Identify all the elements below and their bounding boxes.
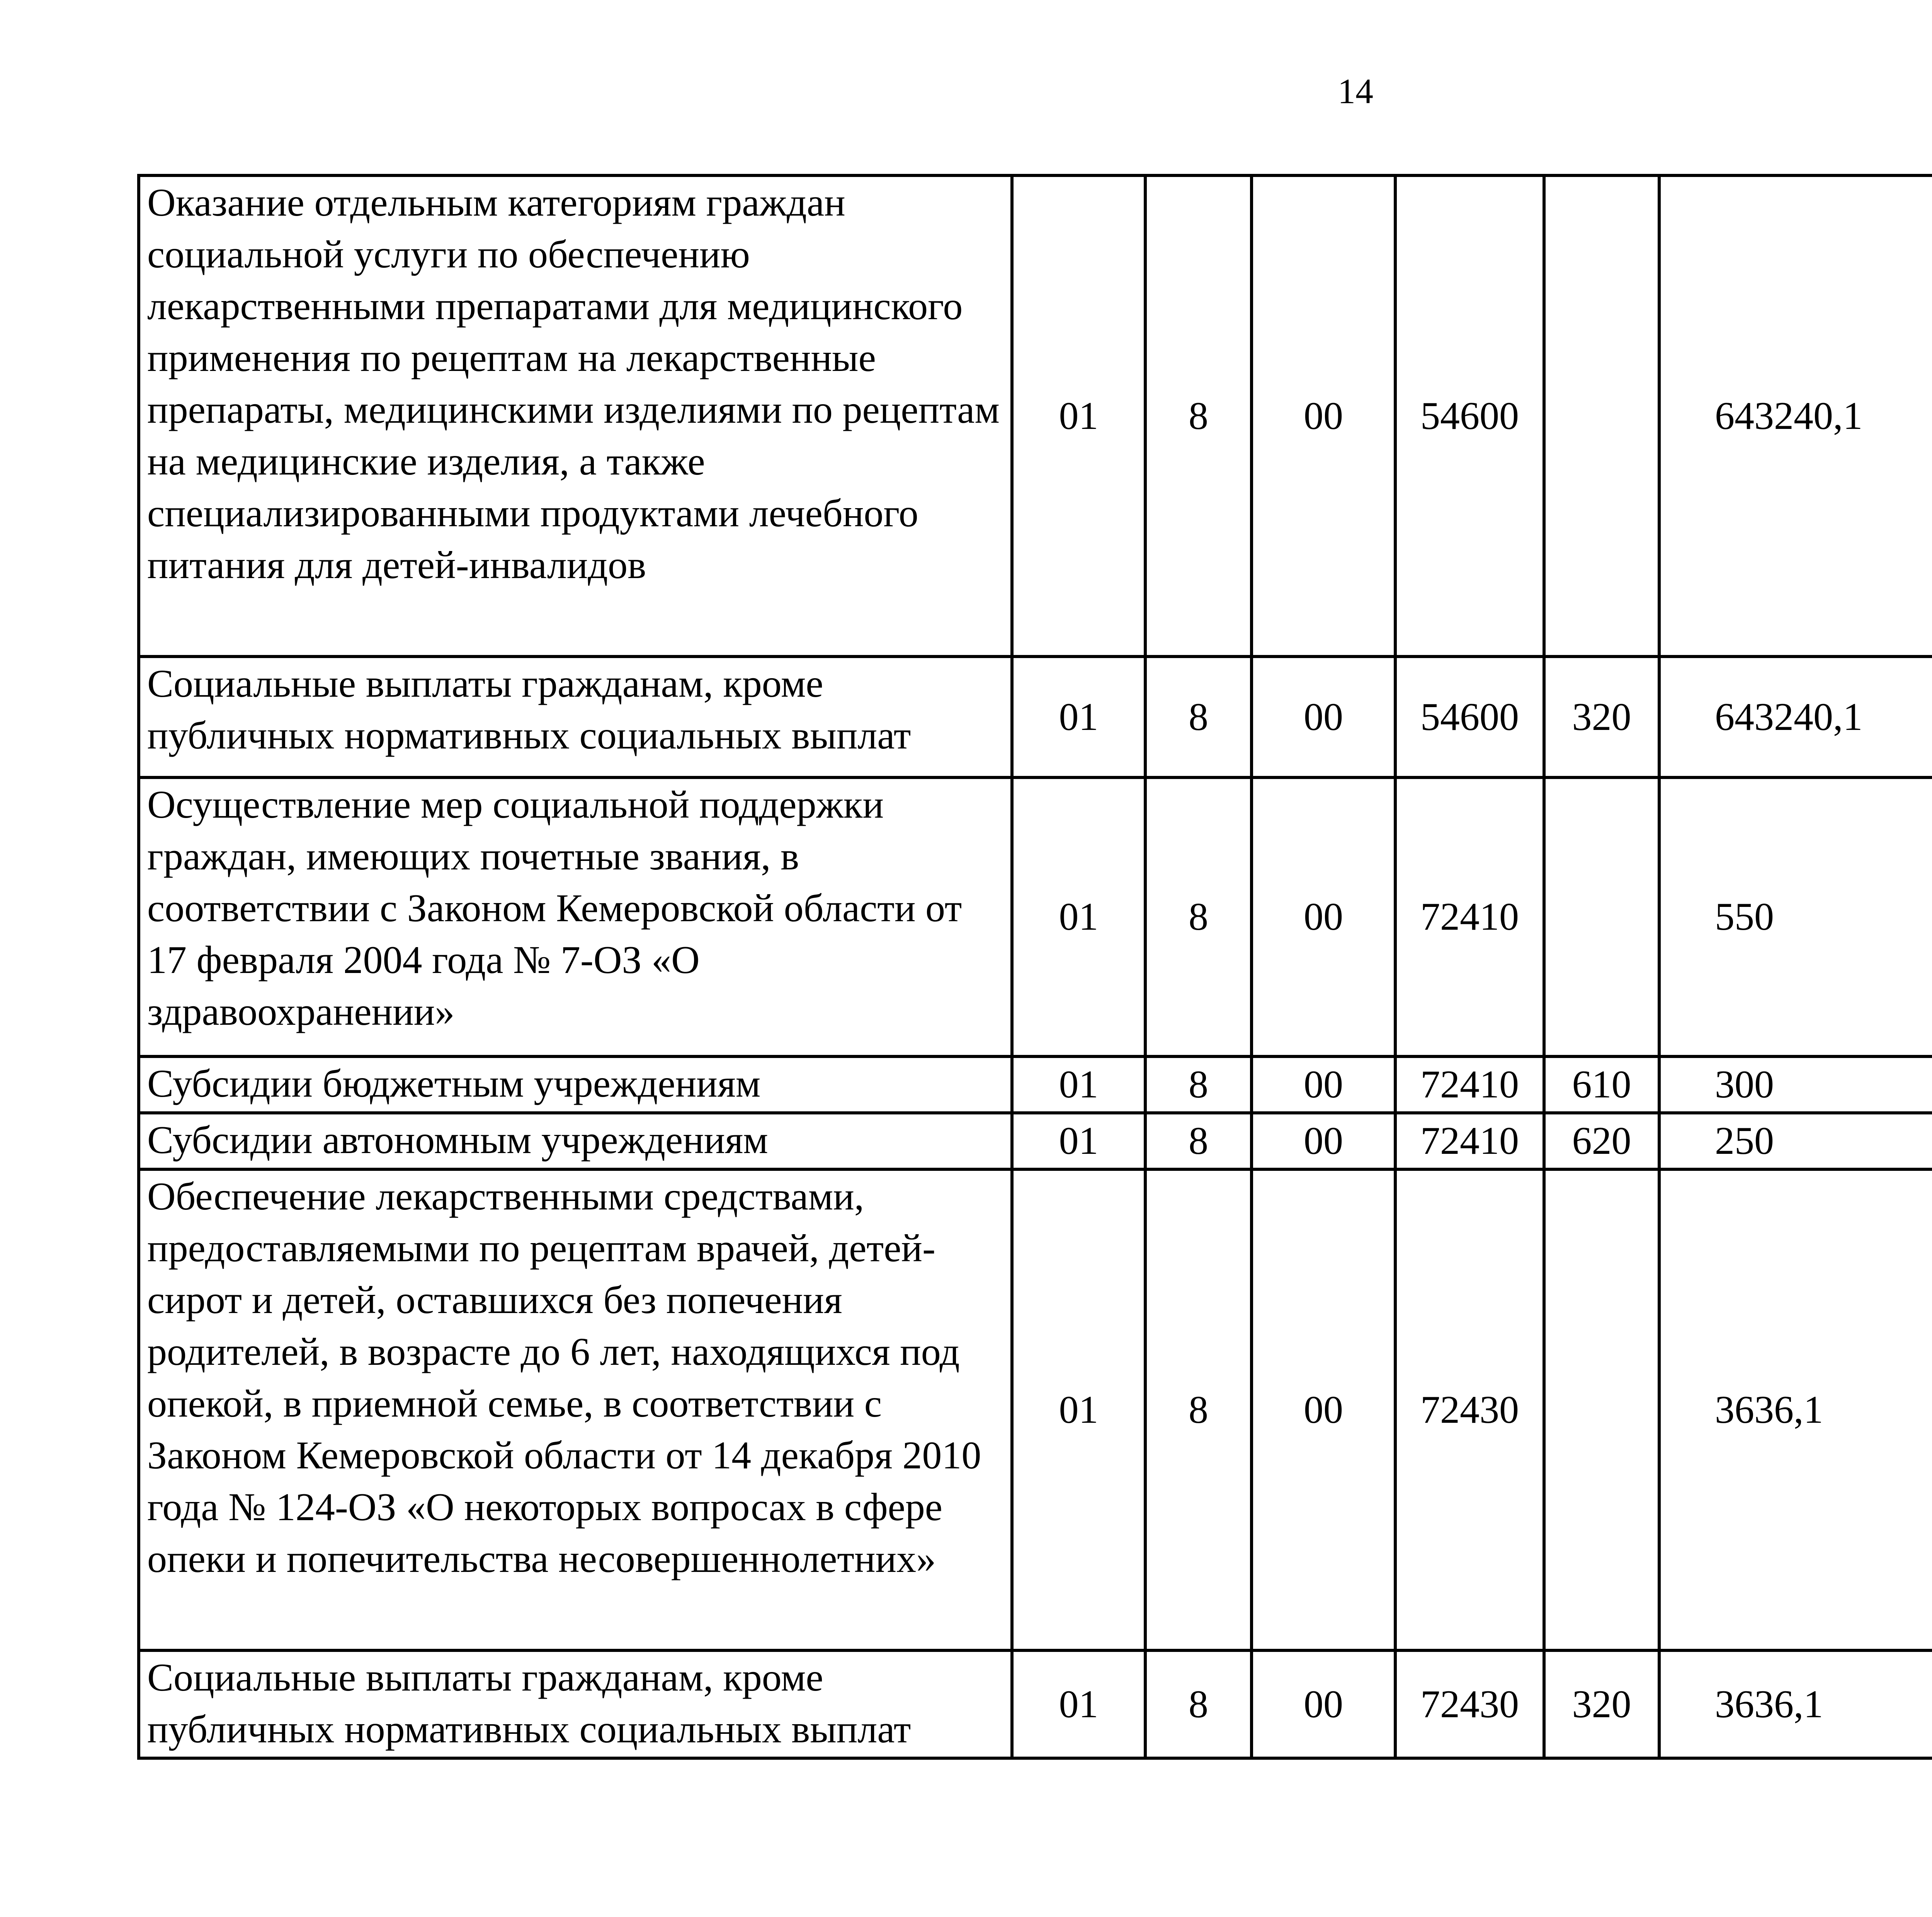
program-code-cell: 01: [1012, 1169, 1145, 1650]
table-row: [139, 1056, 1932, 1113]
amount-1-cell: 643240,1: [1659, 657, 1932, 777]
item-code-cell: 54600: [1395, 657, 1544, 777]
item-code-cell: 72430: [1395, 1169, 1544, 1650]
expense-name-cell: Социальные выплаты гражданам, кроме публичных нормативных социальных выплат: [139, 657, 1012, 777]
budget-table: [137, 174, 1932, 1760]
table-row: [139, 175, 1932, 657]
item-code-cell: 72430: [1395, 1650, 1544, 1758]
expense-type-cell: [1544, 777, 1659, 1056]
expense-name-cell: Обеспечение лекарственными средствами, предоставляемыми по рецептам врачей, детей-сирот и детей, оставшихся без попечения родителей, в возрасте до 6 лет, находящихся под опекой, в приемной семье, в соответствии с Законом Кемеровской области от 14 декабря 2010 года № 124-ОЗ «О некоторых вопросах в сфере опеки и попечительства несовершеннолетних»: [139, 1169, 1012, 1650]
subprogram-code-cell: 8: [1145, 1650, 1252, 1758]
table-row: [139, 657, 1932, 777]
expense-type-cell: 610: [1544, 1056, 1659, 1113]
expense-name-cell: Субсидии автономным учреждениям: [139, 1113, 1012, 1169]
amount-1-cell: 643240,1: [1659, 175, 1932, 657]
amount-1-cell: 3636,1: [1659, 1169, 1932, 1650]
expense-type-cell: [1544, 1169, 1659, 1650]
direction-code-cell: 00: [1252, 1056, 1395, 1113]
program-code-cell: 01: [1012, 1650, 1145, 1758]
expense-type-cell: [1544, 175, 1659, 657]
direction-code-cell: 00: [1252, 1113, 1395, 1169]
expense-name-cell: Оказание отдельным категориям граждан социальной услуги по обеспечению лекарственными препаратами для медицинского применения по рецептам на лекарственные препараты, медицинскими изделиями по рецептам на медицинские изделия, а также специализированными продуктами лечебного питания для детей-инвалидов: [139, 175, 1012, 657]
expense-type-cell: 620: [1544, 1113, 1659, 1169]
subprogram-code-cell: 8: [1145, 777, 1252, 1056]
subprogram-code-cell: 8: [1145, 1056, 1252, 1113]
program-code-cell: 01: [1012, 657, 1145, 777]
direction-code-cell: 00: [1252, 1169, 1395, 1650]
subprogram-code-cell: 8: [1145, 1113, 1252, 1169]
program-code-cell: 01: [1012, 1113, 1145, 1169]
amount-1-cell: 250: [1659, 1113, 1932, 1169]
direction-code-cell: 00: [1252, 657, 1395, 777]
subprogram-code-cell: 8: [1145, 175, 1252, 657]
amount-1-cell: 300: [1659, 1056, 1932, 1113]
expense-name-cell: Субсидии бюджетным учреждениям: [139, 1056, 1012, 1113]
direction-code-cell: 00: [1252, 1650, 1395, 1758]
item-code-cell: 72410: [1395, 1113, 1544, 1169]
program-code-cell: 01: [1012, 175, 1145, 657]
subprogram-code-cell: 8: [1145, 1169, 1252, 1650]
subprogram-code-cell: 8: [1145, 657, 1252, 777]
page-number: 14: [1338, 71, 1373, 111]
expense-type-cell: 320: [1544, 1650, 1659, 1758]
program-code-cell: 01: [1012, 777, 1145, 1056]
expense-name-cell: Социальные выплаты гражданам, кроме публичных нормативных социальных выплат: [139, 1650, 1012, 1758]
table-row: [139, 777, 1932, 1056]
direction-code-cell: 00: [1252, 777, 1395, 1056]
expense-type-cell: 320: [1544, 657, 1659, 777]
table-row: [139, 1650, 1932, 1758]
item-code-cell: 72410: [1395, 1056, 1544, 1113]
item-code-cell: 54600: [1395, 175, 1544, 657]
amount-1-cell: 550: [1659, 777, 1932, 1056]
table-row: [139, 1113, 1932, 1169]
item-code-cell: 72410: [1395, 777, 1544, 1056]
direction-code-cell: 00: [1252, 175, 1395, 657]
amount-1-cell: 3636,1: [1659, 1650, 1932, 1758]
expense-name-cell: Осуществление мер социальной поддержки граждан, имеющих почетные звания, в соответствии с Законом Кемеровской области от 17 февраля 2004 года № 7-ОЗ «О здравоохранении»: [139, 777, 1012, 1056]
program-code-cell: 01: [1012, 1056, 1145, 1113]
table-row: [139, 1169, 1932, 1650]
